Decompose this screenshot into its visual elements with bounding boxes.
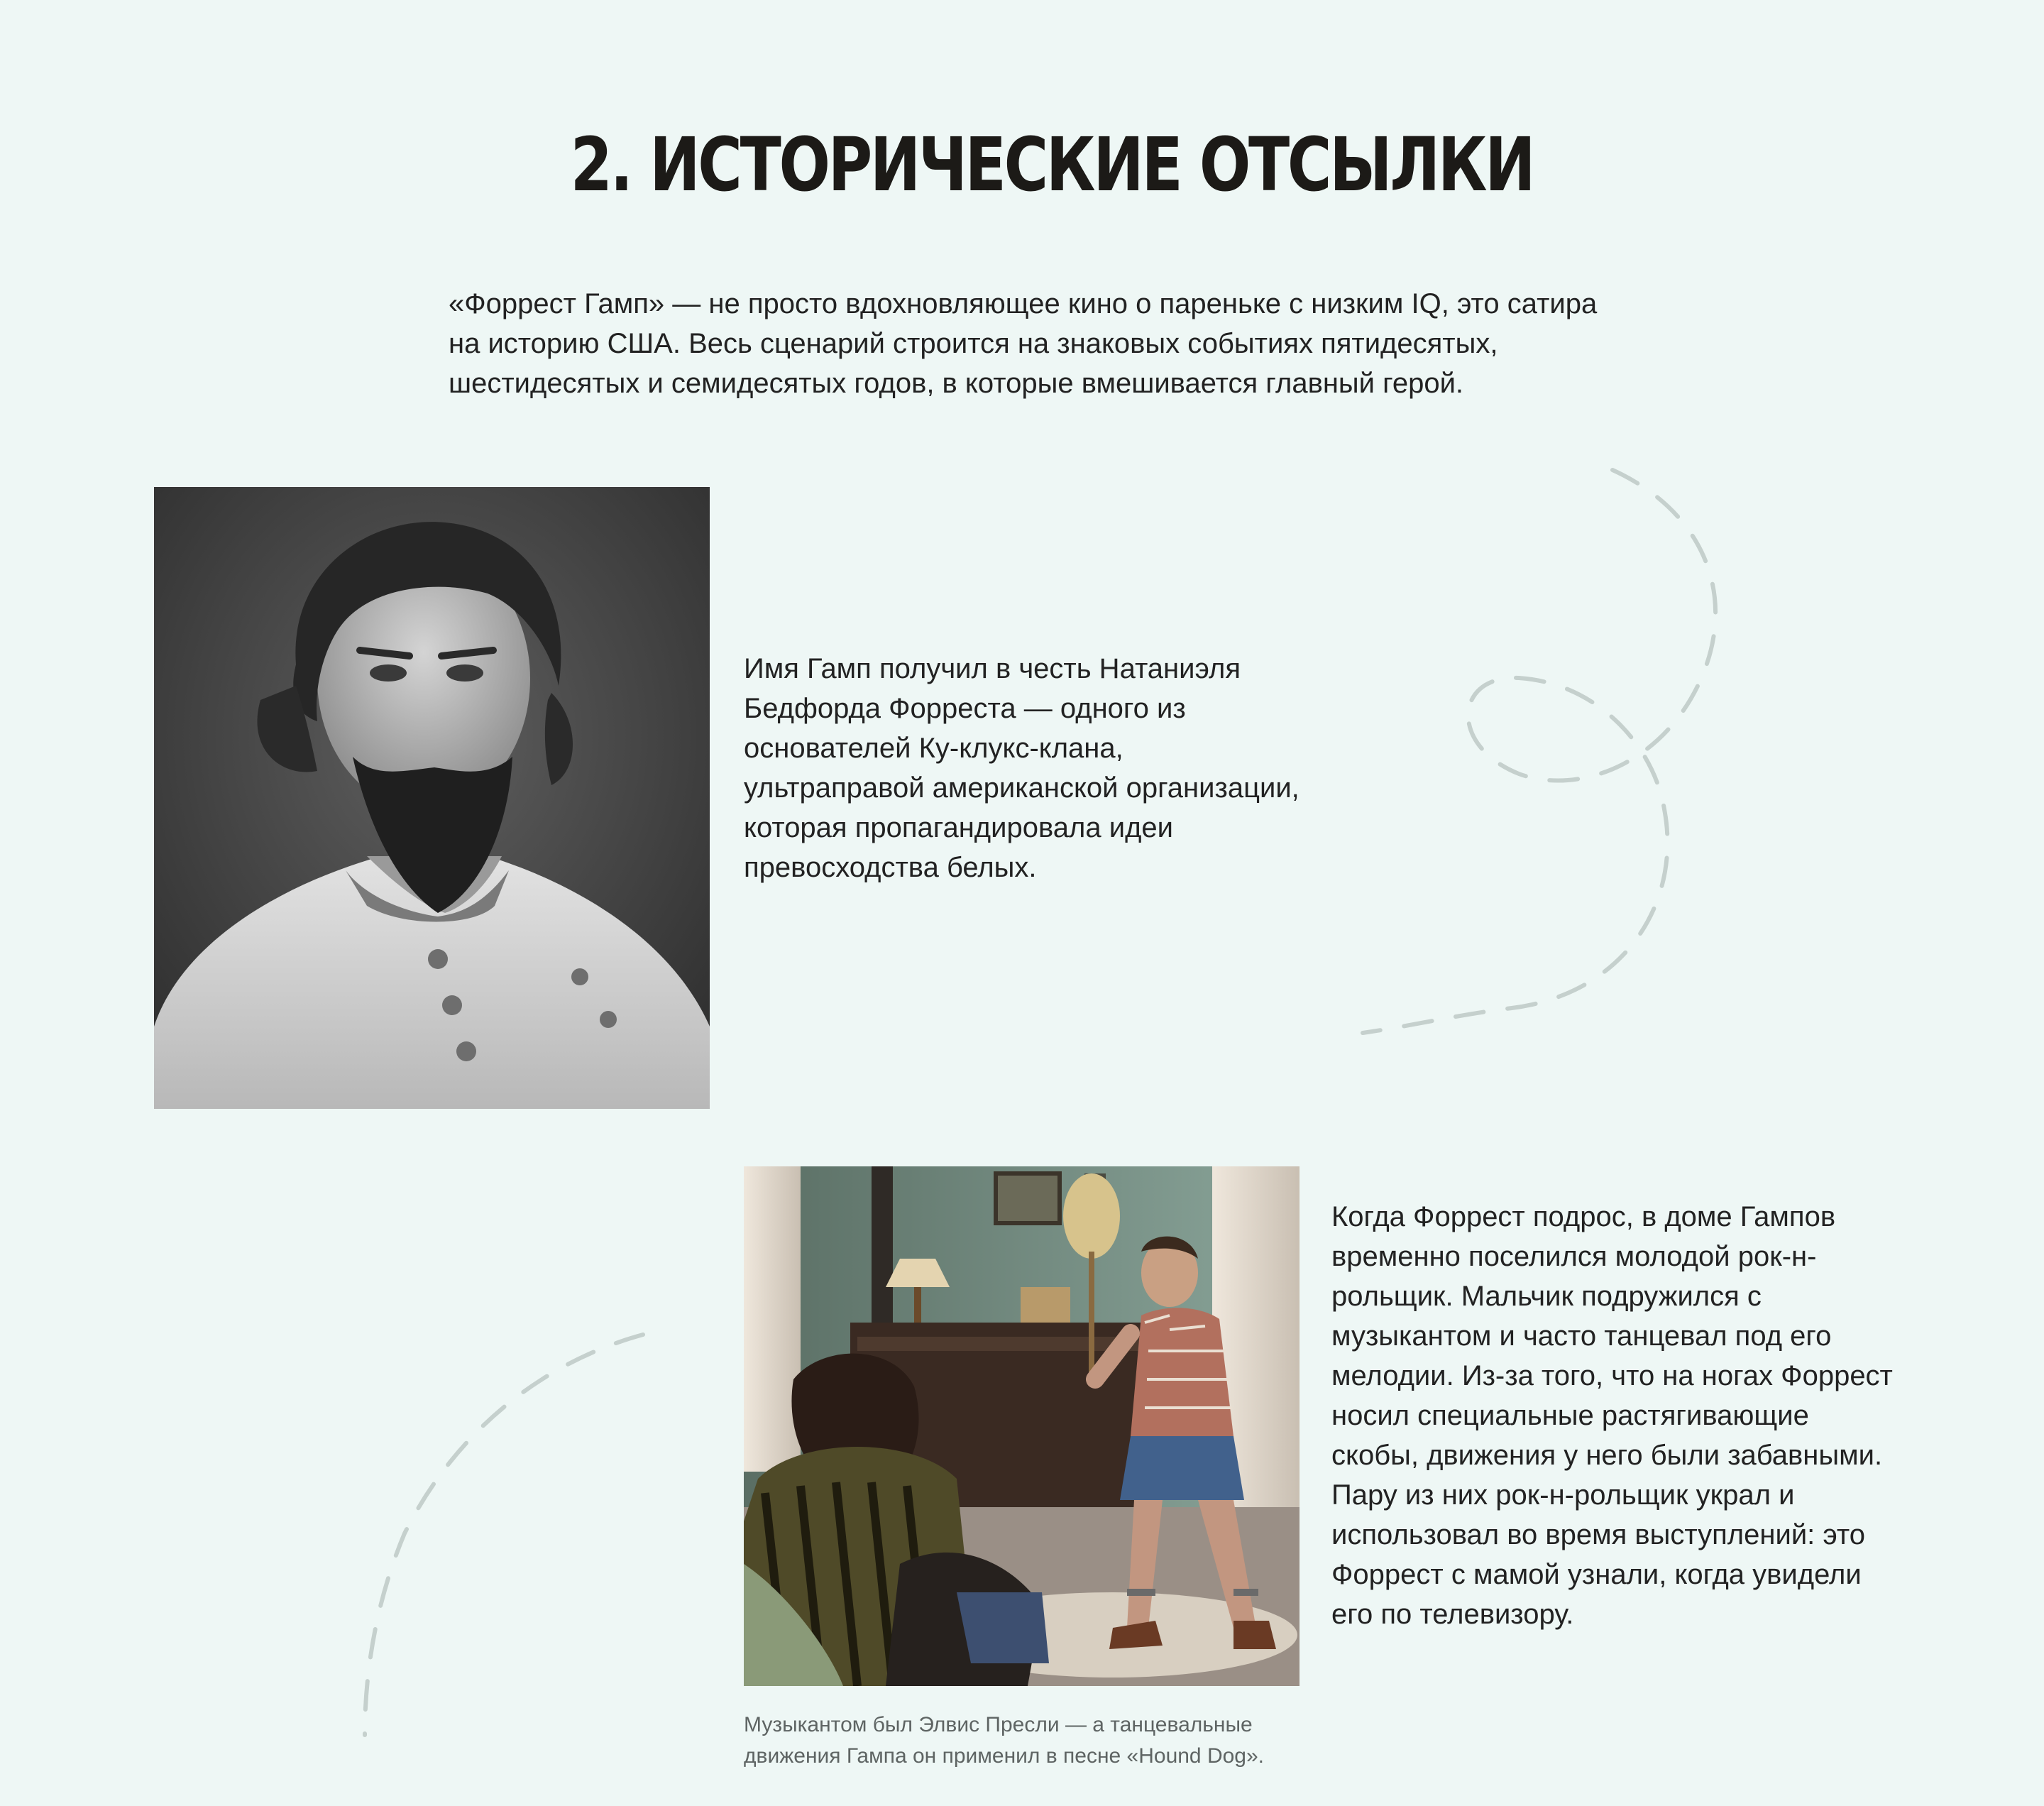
intro-paragraph: «Форрест Гамп» — не просто вдохновляющее кино о пареньке с низким IQ, это сатира на историю США. Весь сценарий строится на знаковых событиях пятидесятых, шестидесятых и семидесятых годов, в которые вмешивается главный герой. bbox=[449, 288, 1598, 399]
page-title: 2. ИСТОРИЧЕСКИЕ ОТСЫЛКИ bbox=[570, 121, 1534, 208]
movie-still-photo bbox=[744, 1166, 1300, 1686]
section-1-text: Имя Гамп получил в честь Натаниэля Бедфорда Форреста — одного из основателей Ку-клукс-клана, ультраправой американской организации, которая пропагандировала идеи превосходства белых. bbox=[744, 653, 1300, 883]
section-2-text: Когда Форрест подрос, в доме Гампов временно поселился молодой рок-н-рольщик. Мальчик подружился с музыкантом и часто танцевал под его мелодии. Из-за того, что на ногах Форрест носил специальные растягивающие скобы, движения у него были забавными. Пару из них рок-н-рольщик украл и использовал во время выступлений: это Форрест с мамой узнали, когда увидели его по телевизору. bbox=[1331, 1201, 1893, 1630]
image-caption: Музыкантом был Элвис Пресли — а танцевальные движения Гампа он применил в песне «Hound Dog». bbox=[744, 1713, 1265, 1768]
portrait-photo bbox=[154, 487, 710, 1109]
